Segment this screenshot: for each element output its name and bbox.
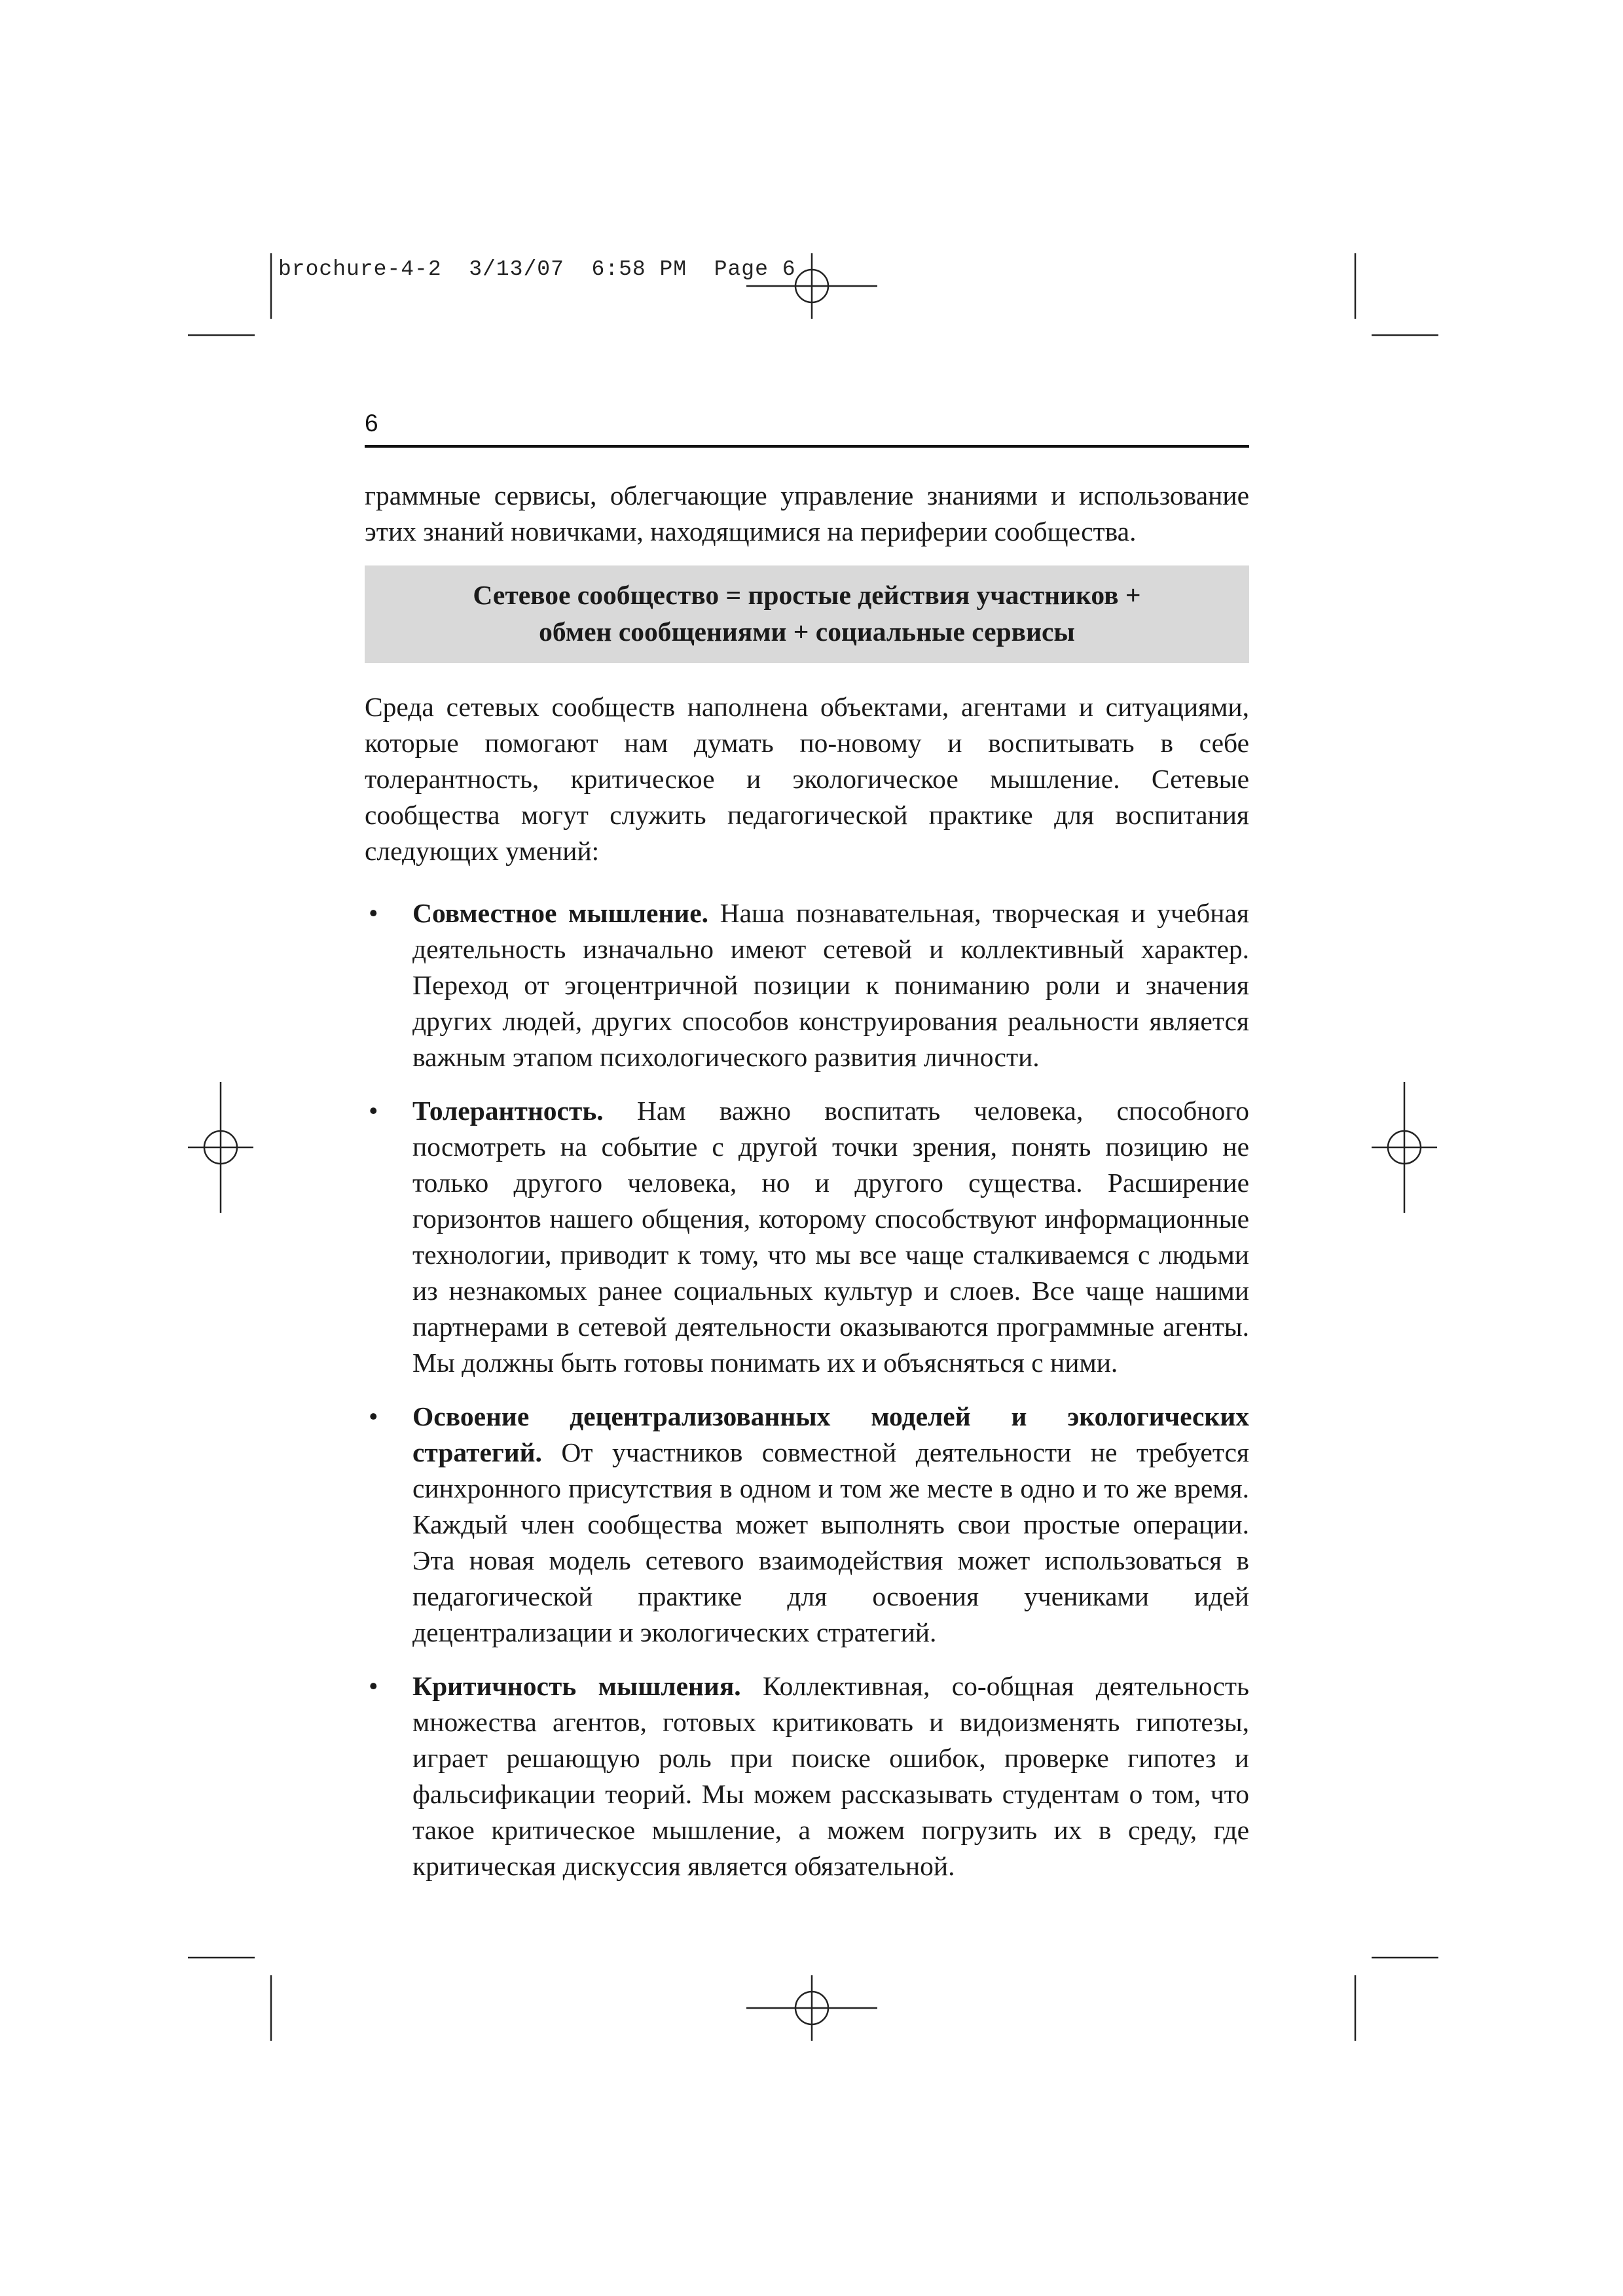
bullet-icon: • bbox=[369, 1401, 378, 1431]
formula-line-1: Сетевое сообщество = простые действия участников + bbox=[473, 580, 1141, 610]
page-body bbox=[365, 478, 1249, 1902]
bullet-icon: • bbox=[369, 898, 378, 928]
intro-paragraph: Среда сетевых сообществ наполнена объектами, агентами и ситуациями, которые помогают нам думать по-новому и воспитывать в себе толерантность, критическое и экологическое мышление. Сетевые сообщества могут служить педагогической практике для воспитания следующих умений: bbox=[365, 692, 1249, 866]
list-item bbox=[365, 1093, 1249, 1381]
formula-line-2: обмен сообщениями + социальные сервисы bbox=[539, 617, 1075, 647]
bullet-icon: • bbox=[369, 1096, 378, 1126]
header-rule bbox=[365, 445, 1249, 448]
bullet-icon: • bbox=[369, 1671, 378, 1701]
formula-callout bbox=[365, 565, 1249, 663]
list-item-text: Нам важно воспитать человека, способного посмотреть на событие с другой точки зрения, понять позицию не только другого человека, но и другого существа. Расширение горизонтов нашего общения, которому способствуют информационные технологии, приводит к тому, что мы все чаще сталкиваемся с людьми из незнакомых ранее социальных культур и слоев. Все чаще нашими партнерами в сетевой деятельности оказываются программные агенты. Мы должны быть готовы понимать их и объясняться с ними. bbox=[412, 1096, 1249, 1378]
registration-mark-right bbox=[1372, 1082, 1437, 1213]
list-item-text: Наша познавательная, творческая и учебная деятельность изначально имеют сетевой и коллективный характер. Переход от эгоцентричной позиции к пониманию роли и значения других людей, других способов конструирования реальности является важным этапом психологического развития личности. bbox=[412, 898, 1249, 1072]
list-item bbox=[365, 1399, 1249, 1651]
printer-slug-line: brochure-4-2 3/13/07 6:58 PM Page 6 bbox=[278, 257, 796, 281]
lead-paragraph: граммные сервисы, облегчающие управление знаниями и использование этих знаний новичками, находящимися на периферии сообщества. bbox=[365, 480, 1249, 547]
list-item-text: От участников совместной деятельности не требуется синхронного присутствия в одном и том же месте в одно и то же время. Каждый член сообщества может выполнять свои простые операции. Эта новая модель сетевого взаимодействия может использоваться в педагогической практике для освоения учениками идей децентрализации и экологических стратегий. bbox=[412, 1437, 1249, 1647]
registration-mark-left bbox=[188, 1082, 253, 1213]
registration-mark-bottom bbox=[746, 1975, 877, 2041]
page-number: 6 bbox=[365, 410, 378, 437]
list-item bbox=[365, 1668, 1249, 1884]
list-item-term: Критичность мышления. bbox=[412, 1671, 741, 1701]
skills-list bbox=[365, 895, 1249, 1884]
list-item-term: Толерантность. bbox=[412, 1096, 604, 1126]
list-item-text: Коллективная, со-общная деятельность множества агентов, готовых критиковать и видоизменять гипотезы, играет решающую роль при поиске ошибок, проверке гипотез и фальсификации теорий. Мы можем рассказывать студентам о том, что такое критическое мышление, а можем погрузить их в среду, где критическая дискуссия является обязательной. bbox=[412, 1671, 1249, 1881]
list-item-term: Совместное мышление. bbox=[412, 898, 709, 928]
list-item-term: Освоение децентрализованных моделей и экологических стратегий. bbox=[412, 1401, 1249, 1467]
list-item bbox=[365, 895, 1249, 1075]
